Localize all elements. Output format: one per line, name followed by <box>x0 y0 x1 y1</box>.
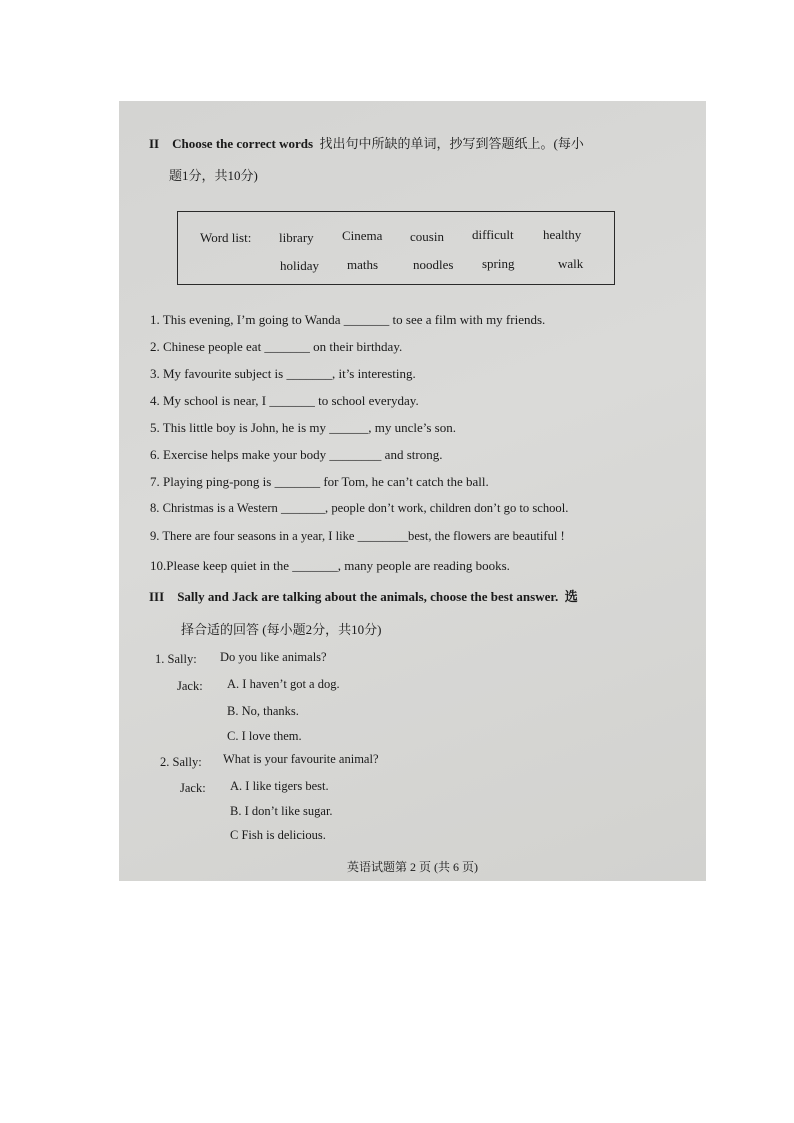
question-5: 5. This little boy is John, he is my ______, my uncle’s son. <box>150 420 456 435</box>
dialogue-1-option-c: C. I love them. <box>227 729 302 743</box>
question-2: 2. Chinese people eat _______ on their birthday. <box>150 339 403 354</box>
question-8: 8. Christmas is a Western _______, people don’t work, children don’t go to school. <box>150 501 569 515</box>
dialogue-2-jack: Jack: <box>180 781 206 795</box>
section-3-heading <box>149 586 578 605</box>
section-3-title-cn: 选 <box>564 589 578 604</box>
question-7: 7. Playing ping-pong is _______ for Tom, he can’t catch the ball. <box>150 474 489 489</box>
word-holiday: holiday <box>280 258 319 273</box>
section-3-title: Sally and Jack are talking about the animals, choose the best answer. <box>177 589 559 604</box>
page-footer: 英语试题第 2 页 (共 6 页) <box>347 860 478 874</box>
word-list-box <box>177 211 615 285</box>
dialogue-1-question: Do you like animals? <box>220 650 327 664</box>
dialogue-2-option-a: A. I like tigers best. <box>230 779 329 793</box>
word-maths: maths <box>347 257 379 272</box>
word-cinema: Cinema <box>342 228 383 243</box>
word-difficult: difficult <box>472 227 514 242</box>
dialogue-2-question: What is your favourite animal? <box>223 752 379 766</box>
dialogue-2-option-b: B. I don’t like sugar. <box>230 804 333 818</box>
word-healthy: healthy <box>543 227 582 242</box>
word-walk: walk <box>558 256 584 271</box>
section-2-instruction: 找出句中所缺的单词，抄写到答题纸上。(每小 <box>319 136 584 151</box>
word-noodles: noodles <box>413 257 454 272</box>
exam-page-photo <box>119 101 706 881</box>
dialogue-1-jack: Jack: <box>177 679 203 693</box>
question-4: 4. My school is near, I _______ to school everyday. <box>150 393 419 408</box>
word-spring: spring <box>482 256 515 271</box>
section-3-instruction-cont: 择合适的回答 (每小题2分，共10分) <box>181 622 382 637</box>
word-cousin: cousin <box>410 229 444 244</box>
dialogue-1-num: 1. Sally: <box>155 652 197 666</box>
word-list-label: Word list: <box>200 230 252 245</box>
question-6: 6. Exercise helps make your body ________ and strong. <box>150 447 443 462</box>
word-library: library <box>279 230 314 245</box>
section-2-heading <box>149 133 584 152</box>
dialogue-1-option-b: B. No, thanks. <box>227 704 299 718</box>
question-9: 9. There are four seasons in a year, I like ________best, the flowers are beautiful ! <box>150 529 565 543</box>
section-3-numeral: III <box>149 589 165 604</box>
dialogue-1-option-a: A. I haven’t got a dog. <box>227 677 340 691</box>
section-2-numeral: II <box>149 136 160 151</box>
dialogue-2-num: 2. Sally: <box>160 755 202 769</box>
question-10: 10.Please keep quiet in the _______, many people are reading books. <box>150 558 510 573</box>
section-2-title: Choose the correct words <box>172 136 314 151</box>
dialogue-2-option-c: C Fish is delicious. <box>230 828 326 842</box>
section-2-instruction-cont: 题1分，共10分) <box>169 168 258 183</box>
question-3: 3. My favourite subject is _______, it’s interesting. <box>150 366 416 381</box>
question-1: 1. This evening, I’m going to Wanda _______ to see a film with my friends. <box>150 312 546 327</box>
